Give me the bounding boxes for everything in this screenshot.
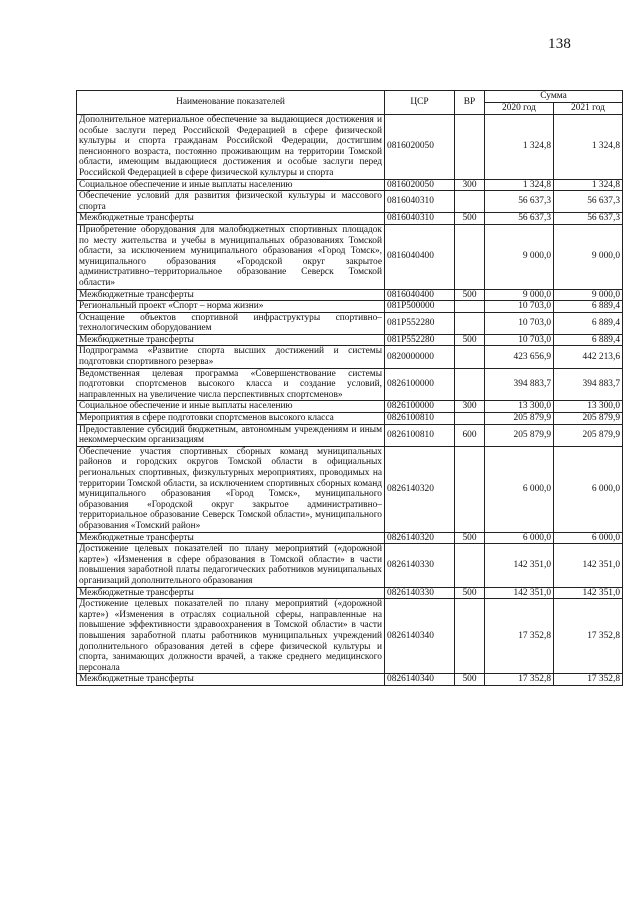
row-value-2020: 9 000,0 [485, 224, 554, 289]
row-value-2020: 205 879,9 [485, 413, 554, 425]
header-type: ВР [455, 91, 485, 115]
row-value-2021: 6 889,4 [554, 301, 623, 313]
row-value-2020: 10 703,0 [485, 312, 554, 334]
row-name: Предоставление субсидий бюджетным, автономным учреждениям и иным некоммерческим организациям [77, 424, 385, 446]
header-sum: Сумма [485, 91, 623, 103]
row-type [455, 544, 485, 587]
table-row [77, 401, 623, 413]
row-value-2020: 17 352,8 [485, 599, 554, 674]
row-value-2021: 56 637,3 [554, 191, 623, 213]
row-code: 0826100000 [385, 368, 455, 401]
row-type [455, 413, 485, 425]
header-name: Наименование показателей [77, 91, 385, 115]
table-row [77, 674, 623, 686]
row-type: 500 [455, 674, 485, 686]
table-header [77, 91, 623, 115]
row-value-2020: 6 000,0 [485, 446, 554, 532]
row-type [455, 599, 485, 674]
row-value-2021: 205 879,9 [554, 424, 623, 446]
row-name: Оснащение объектов спортивной инфраструктуры спортивно–технологическим оборудованием [77, 312, 385, 334]
row-value-2021: 13 300,0 [554, 401, 623, 413]
row-code: 0826140330 [385, 587, 455, 599]
row-type [455, 446, 485, 532]
row-value-2021: 142 351,0 [554, 544, 623, 587]
table-row [77, 289, 623, 301]
table-row [77, 115, 623, 180]
table-row [77, 213, 623, 225]
row-value-2021: 9 000,0 [554, 289, 623, 301]
page-number: 138 [548, 36, 572, 52]
row-type [455, 191, 485, 213]
row-name: Региональный проект «Спорт – норма жизни» [77, 301, 385, 313]
row-name: Межбюджетные трансферты [77, 587, 385, 599]
row-type: 500 [455, 587, 485, 599]
table-row [77, 346, 623, 368]
table-row [77, 599, 623, 674]
table-body [77, 115, 623, 686]
row-code: 0816040310 [385, 213, 455, 225]
row-value-2021: 6 000,0 [554, 532, 623, 544]
row-code: 0826140340 [385, 599, 455, 674]
row-code: 0816040400 [385, 289, 455, 301]
row-type: 300 [455, 179, 485, 191]
row-value-2021: 6 889,4 [554, 312, 623, 334]
row-value-2020: 10 703,0 [485, 301, 554, 313]
table-row [77, 368, 623, 401]
row-value-2020: 10 703,0 [485, 334, 554, 346]
row-code: 0816020050 [385, 179, 455, 191]
row-type: 500 [455, 213, 485, 225]
row-value-2020: 142 351,0 [485, 587, 554, 599]
budget-table [76, 90, 623, 686]
table-row [77, 532, 623, 544]
header-code: ЦСР [385, 91, 455, 115]
row-value-2021: 9 000,0 [554, 224, 623, 289]
row-value-2020: 56 637,3 [485, 213, 554, 225]
row-value-2020: 13 300,0 [485, 401, 554, 413]
header-year-2020: 2020 год [485, 103, 554, 115]
row-name: Межбюджетные трансферты [77, 532, 385, 544]
row-value-2021: 394 883,7 [554, 368, 623, 401]
row-value-2020: 205 879,9 [485, 424, 554, 446]
row-value-2020: 56 637,3 [485, 191, 554, 213]
row-value-2021: 17 352,8 [554, 674, 623, 686]
table-row [77, 424, 623, 446]
row-code: 0820000000 [385, 346, 455, 368]
row-name: Межбюджетные трансферты [77, 289, 385, 301]
table-row [77, 446, 623, 532]
table-row [77, 191, 623, 213]
row-code: 0826100000 [385, 401, 455, 413]
row-type [455, 224, 485, 289]
row-name: Обеспечение условий для развития физической культуры и массового спорта [77, 191, 385, 213]
row-type: 500 [455, 289, 485, 301]
row-name: Мероприятия в сфере подготовки спортсменов высокого класса [77, 413, 385, 425]
row-type [455, 368, 485, 401]
table-row [77, 179, 623, 191]
header-year-2021: 2021 год [554, 103, 623, 115]
row-name: Достижение целевых показателей по плану мероприятий («дорожной карте») «Изменения в сфере образования в Томской области» в части повышения заработной платы педагогических работников муниципальных организаций дополнительного образования [77, 544, 385, 587]
row-name: Дополнительное материальное обеспечение за выдающиеся достижения и особые заслуги перед Российской Федерацией в сфере физической культуры и спорта гражданам Российской Федерации, достигшим пенсионного возраста, постоянно проживающим на территории Томской области, имеющим выдающиеся достижения и особые заслуги перед Российской Федерацией в сфере физической культуры и спорта [77, 115, 385, 180]
row-code: 0826140340 [385, 674, 455, 686]
table-row [77, 334, 623, 346]
row-code: 081P552280 [385, 312, 455, 334]
table-row [77, 312, 623, 334]
row-name: Межбюджетные трансферты [77, 674, 385, 686]
row-value-2021: 205 879,9 [554, 413, 623, 425]
row-value-2020: 6 000,0 [485, 532, 554, 544]
row-code: 0826140320 [385, 532, 455, 544]
row-value-2021: 1 324,8 [554, 179, 623, 191]
row-code: 081P552280 [385, 334, 455, 346]
row-value-2021: 442 213,6 [554, 346, 623, 368]
row-type: 300 [455, 401, 485, 413]
row-code: 081P500000 [385, 301, 455, 313]
row-type [455, 115, 485, 180]
row-value-2020: 1 324,8 [485, 179, 554, 191]
row-name: Социальное обеспечение и иные выплаты населению [77, 179, 385, 191]
row-code: 0816040310 [385, 191, 455, 213]
row-code: 0816020050 [385, 115, 455, 180]
row-type: 600 [455, 424, 485, 446]
row-value-2020: 394 883,7 [485, 368, 554, 401]
row-value-2020: 17 352,8 [485, 674, 554, 686]
table-row [77, 544, 623, 587]
row-name: Обеспечение участия спортивных сборных команд муниципальных районов и городских округов Томской области в официальных региональных спортивных, физкультурных мероприятиях, проводимых на территории Томской области, за исключением спортивных сборных команд муниципального образования «Город Томск», муниципального образования «Городской округ закрытое административно–территориальное образование Северск Томской области», муниципального образования «Томский район» [77, 446, 385, 532]
table-row [77, 587, 623, 599]
row-code: 0826100810 [385, 413, 455, 425]
row-code: 0826100810 [385, 424, 455, 446]
row-value-2020: 142 351,0 [485, 544, 554, 587]
row-value-2021: 142 351,0 [554, 587, 623, 599]
row-name: Подпрограмма «Развитие спорта высших достижений и системы подготовки спортивного резерва» [77, 346, 385, 368]
row-value-2021: 56 637,3 [554, 213, 623, 225]
row-name: Достижение целевых показателей по плану мероприятий («дорожной карте») «Изменения в отраслях социальной сферы, направленные на повышение эффективности здравоохранения в Томской области» в части повышения заработной платы работников муниципальных учреждений дополнительного образования детей в сфере физической культуры и спорта, занимающих должности врачей, а также среднего медицинского персонала [77, 599, 385, 674]
row-value-2020: 1 324,8 [485, 115, 554, 180]
row-name: Межбюджетные трансферты [77, 334, 385, 346]
row-type [455, 312, 485, 334]
row-value-2021: 1 324,8 [554, 115, 623, 180]
row-name: Межбюджетные трансферты [77, 213, 385, 225]
row-code: 0826140330 [385, 544, 455, 587]
row-value-2020: 423 656,9 [485, 346, 554, 368]
row-value-2020: 9 000,0 [485, 289, 554, 301]
row-code: 0816040400 [385, 224, 455, 289]
row-type [455, 346, 485, 368]
row-type: 500 [455, 532, 485, 544]
row-type [455, 301, 485, 313]
row-name: Приобретение оборудования для малобюджетных спортивных площадок по месту жительства и учебы в муниципальных образованиях Томской области, за исключением муниципального образования «Город Томск», муниципального образования «Городской округ закрытое административно–территориальное образование Северск Томской области» [77, 224, 385, 289]
table-row [77, 224, 623, 289]
row-type: 500 [455, 334, 485, 346]
row-value-2021: 17 352,8 [554, 599, 623, 674]
row-value-2021: 6 889,4 [554, 334, 623, 346]
row-name: Ведомственная целевая программа «Совершенствование системы подготовки спортсменов высокого класса и создание условий, направленных на увеличение числа перспективных спортсменов» [77, 368, 385, 401]
row-code: 0826140320 [385, 446, 455, 532]
row-value-2021: 6 000,0 [554, 446, 623, 532]
row-name: Социальное обеспечение и иные выплаты населению [77, 401, 385, 413]
table-row [77, 413, 623, 425]
table-row [77, 301, 623, 313]
